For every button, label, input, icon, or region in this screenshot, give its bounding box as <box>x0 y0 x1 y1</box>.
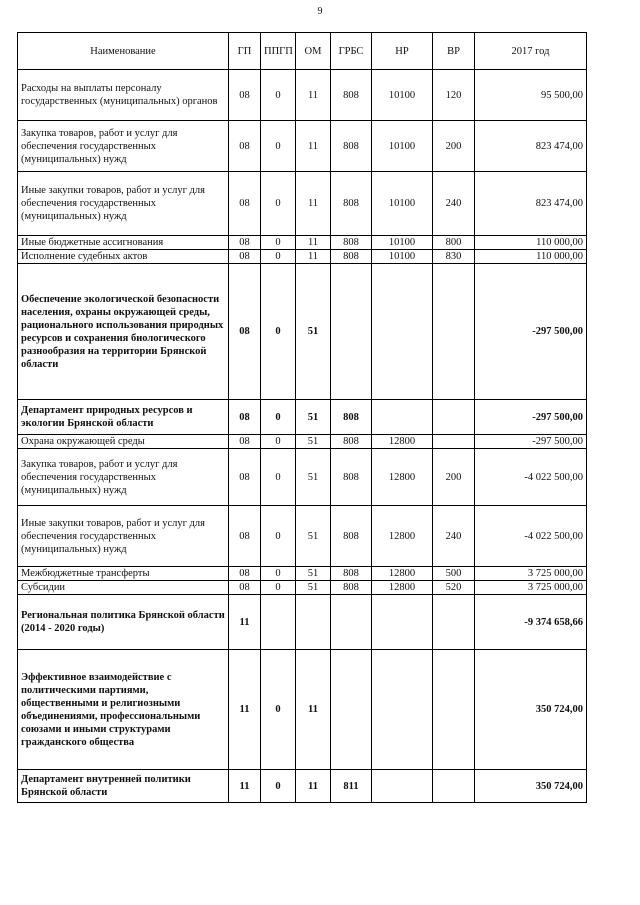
row-gp: 08 <box>229 236 261 250</box>
row-name: Расходы на выплаты персоналу государственных (муниципальных) органов <box>18 70 229 121</box>
row-ppgp: 0 <box>261 449 296 506</box>
page-number: 9 <box>317 6 323 17</box>
row-om: 11 <box>296 770 331 803</box>
table-row <box>18 449 587 506</box>
row-ppgp: 0 <box>261 236 296 250</box>
row-om: 51 <box>296 264 331 400</box>
row-name: Охрана окружающей среды <box>18 435 229 449</box>
row-vr: 200 <box>433 121 475 172</box>
row-gp: 11 <box>229 595 261 650</box>
row-nr: 10100 <box>372 250 433 264</box>
row-amount: 95 500,00 <box>475 70 587 121</box>
row-gp: 08 <box>229 70 261 121</box>
row-ppgp: 0 <box>261 121 296 172</box>
header-om: ОМ <box>296 33 331 70</box>
row-om: 11 <box>296 250 331 264</box>
row-gp: 08 <box>229 567 261 581</box>
table-row <box>18 264 587 400</box>
row-om: 11 <box>296 650 331 770</box>
row-vr <box>433 650 475 770</box>
table-row <box>18 400 587 435</box>
row-om: 11 <box>296 172 331 236</box>
row-name: Субсидии <box>18 581 229 595</box>
budget-table <box>17 32 587 803</box>
row-amount: -297 500,00 <box>475 400 587 435</box>
row-nr: 12800 <box>372 506 433 567</box>
row-grbs <box>331 595 372 650</box>
row-vr: 520 <box>433 581 475 595</box>
row-nr: 12800 <box>372 581 433 595</box>
row-amount: 350 724,00 <box>475 650 587 770</box>
row-nr <box>372 770 433 803</box>
row-grbs: 808 <box>331 581 372 595</box>
row-vr: 120 <box>433 70 475 121</box>
header-amount-2017: 2017 год <box>475 33 587 70</box>
row-grbs: 808 <box>331 236 372 250</box>
row-amount: 3 725 000,00 <box>475 581 587 595</box>
row-vr <box>433 595 475 650</box>
table-row <box>18 581 587 595</box>
row-grbs: 808 <box>331 70 372 121</box>
header-name: Наименование <box>18 33 229 70</box>
row-nr <box>372 400 433 435</box>
row-amount: -297 500,00 <box>475 435 587 449</box>
row-ppgp: 0 <box>261 506 296 567</box>
row-ppgp: 0 <box>261 650 296 770</box>
header-gp: ГП <box>229 33 261 70</box>
row-name: Региональная политика Брянской области (2014 - 2020 годы) <box>18 595 229 650</box>
row-nr <box>372 264 433 400</box>
row-ppgp <box>261 595 296 650</box>
row-name: Иные бюджетные ассигнования <box>18 236 229 250</box>
row-amount: 823 474,00 <box>475 172 587 236</box>
row-gp: 08 <box>229 250 261 264</box>
row-om: 11 <box>296 121 331 172</box>
row-vr <box>433 770 475 803</box>
row-om <box>296 595 331 650</box>
row-name: Закупка товаров, работ и услуг для обеспечения государственных (муниципальных) нужд <box>18 449 229 506</box>
row-ppgp: 0 <box>261 581 296 595</box>
row-name: Закупка товаров, работ и услуг для обеспечения государственных (муниципальных) нужд <box>18 121 229 172</box>
row-om: 51 <box>296 449 331 506</box>
row-gp: 08 <box>229 172 261 236</box>
table-row <box>18 567 587 581</box>
row-nr: 12800 <box>372 435 433 449</box>
row-amount: 350 724,00 <box>475 770 587 803</box>
table-row <box>18 595 587 650</box>
row-ppgp: 0 <box>261 172 296 236</box>
row-ppgp: 0 <box>261 250 296 264</box>
row-om: 51 <box>296 506 331 567</box>
row-gp: 08 <box>229 449 261 506</box>
row-ppgp: 0 <box>261 264 296 400</box>
row-nr: 10100 <box>372 172 433 236</box>
row-grbs <box>331 650 372 770</box>
row-vr: 830 <box>433 250 475 264</box>
row-name: Департамент внутренней политики Брянской области <box>18 770 229 803</box>
row-name: Обеспечение экологической безопасности населения, охраны окружающей среды, рационального использования природных ресурсов и сохранения биологического разнообразия на территории Брянской области <box>18 264 229 400</box>
row-om: 51 <box>296 567 331 581</box>
row-gp: 08 <box>229 264 261 400</box>
row-name: Департамент природных ресурсов и экологии Брянской области <box>18 400 229 435</box>
row-name: Межбюджетные трансферты <box>18 567 229 581</box>
row-nr: 10100 <box>372 236 433 250</box>
row-vr: 240 <box>433 172 475 236</box>
row-ppgp: 0 <box>261 770 296 803</box>
table-row <box>18 121 587 172</box>
row-nr <box>372 595 433 650</box>
table-row <box>18 172 587 236</box>
row-om: 51 <box>296 400 331 435</box>
header-grbs: ГРБС <box>331 33 372 70</box>
row-om: 51 <box>296 581 331 595</box>
row-grbs: 808 <box>331 172 372 236</box>
row-ppgp: 0 <box>261 435 296 449</box>
table-row <box>18 770 587 803</box>
row-amount: 110 000,00 <box>475 236 587 250</box>
row-grbs <box>331 264 372 400</box>
row-vr: 500 <box>433 567 475 581</box>
row-om: 11 <box>296 70 331 121</box>
row-nr <box>372 650 433 770</box>
row-grbs: 808 <box>331 567 372 581</box>
row-nr: 10100 <box>372 70 433 121</box>
row-nr: 12800 <box>372 567 433 581</box>
table-header-row <box>18 33 587 70</box>
row-vr <box>433 400 475 435</box>
row-amount: -4 022 500,00 <box>475 449 587 506</box>
row-nr: 10100 <box>372 121 433 172</box>
row-grbs: 808 <box>331 400 372 435</box>
row-vr: 200 <box>433 449 475 506</box>
row-ppgp: 0 <box>261 400 296 435</box>
row-amount: 3 725 000,00 <box>475 567 587 581</box>
row-gp: 11 <box>229 650 261 770</box>
header-ppgp: ППГП <box>261 33 296 70</box>
row-amount: 110 000,00 <box>475 250 587 264</box>
row-grbs: 808 <box>331 121 372 172</box>
row-gp: 08 <box>229 581 261 595</box>
row-ppgp: 0 <box>261 567 296 581</box>
row-name: Иные закупки товаров, работ и услуг для обеспечения государственных (муниципальных) нужд <box>18 172 229 236</box>
row-ppgp: 0 <box>261 70 296 121</box>
table-row <box>18 435 587 449</box>
row-vr <box>433 435 475 449</box>
row-gp: 08 <box>229 121 261 172</box>
row-gp: 08 <box>229 435 261 449</box>
row-om: 11 <box>296 236 331 250</box>
row-nr: 12800 <box>372 449 433 506</box>
row-gp: 11 <box>229 770 261 803</box>
row-amount: -297 500,00 <box>475 264 587 400</box>
row-name: Эффективное взаимодействие с политическими партиями, общественными и религиозными объединениями, профессиональными союзами и иными структурами гражданского общества <box>18 650 229 770</box>
row-vr <box>433 264 475 400</box>
row-gp: 08 <box>229 400 261 435</box>
table-row <box>18 250 587 264</box>
table-row <box>18 506 587 567</box>
row-grbs: 808 <box>331 435 372 449</box>
table-row <box>18 70 587 121</box>
row-grbs: 808 <box>331 506 372 567</box>
header-nr: НР <box>372 33 433 70</box>
row-name: Исполнение судебных актов <box>18 250 229 264</box>
header-vr: ВР <box>433 33 475 70</box>
row-grbs: 808 <box>331 250 372 264</box>
row-grbs: 808 <box>331 449 372 506</box>
table-row <box>18 236 587 250</box>
row-gp: 08 <box>229 506 261 567</box>
row-name: Иные закупки товаров, работ и услуг для обеспечения государственных (муниципальных) нужд <box>18 506 229 567</box>
row-grbs: 811 <box>331 770 372 803</box>
row-vr: 240 <box>433 506 475 567</box>
row-vr: 800 <box>433 236 475 250</box>
row-amount: -9 374 658,66 <box>475 595 587 650</box>
row-amount: 823 474,00 <box>475 121 587 172</box>
table-row <box>18 650 587 770</box>
row-om: 51 <box>296 435 331 449</box>
row-amount: -4 022 500,00 <box>475 506 587 567</box>
